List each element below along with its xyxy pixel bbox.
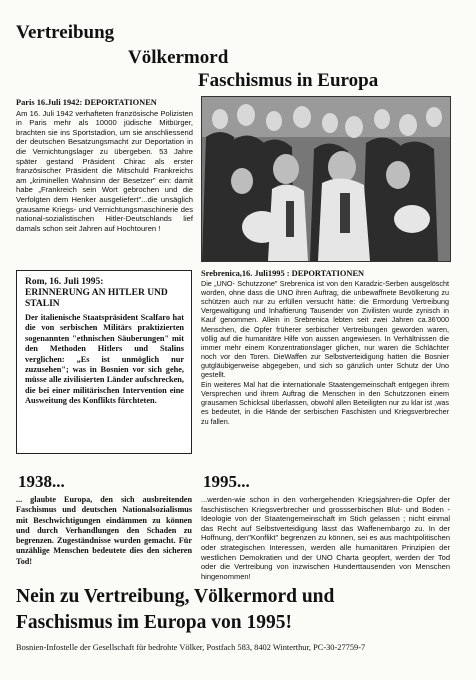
slogan — [16, 584, 466, 636]
slogan-line-1: Nein zu Vertreibung, Völkermord und — [16, 586, 335, 607]
headline-vertreibung: Vertreibung — [16, 22, 115, 43]
paris-heading: Paris 16.Juli 1942: DEPORTATIONEN — [16, 98, 157, 107]
paris-body: Am 16. Juli 1942 verhafteten französische Polizisten in Paris mehr als 10000 jüdische Mitbürger, brachten sie ins Sportstadion, um sie anschliessend der deutschen Besatzungsmacht zur Deportation in die Vernichtungslager zu übergeben. 53 Jahre später gestand Präsident Chirac als erster französischer Präsident die Mitschuld Frankreichs am „kriminellen Wahnsinn der Besetzer" ein: damit habe „Frankreich sein Wort gebrochen und die Verfolgten dem Henker ausgeliefert"...die unsäglich grausame Kriegs- und Vernichtungsmaschinerie des national-sozialistischen Hitler-Deutschlands lief damals schon seit Jahren auf Hochtouren ! — [16, 108, 193, 233]
rom-body: Der italienische Staatspräsident Scalfaro hat die von serbischen Militärs praktizierten sogenannten "ethnischen Säuberungen" mit den Methoden Hitlers und Stalins verglichen: „Es ist unmöglich nur zuzusehen"; was in Bosnien vor sich gehe, müsse alle zivilisierten Länder aufschrecken, die bei einer militärischen Intervention eine Ausweitung des Konflikts fürchteten. — [25, 313, 184, 406]
srebrenica-body-2: Ein weiteres Mal hat die internationale Staatengemeinschaft entgegen ihrem Versprechen und ihrem Auftrag die Menschen in den Schutzzonen einem grausamen Schicksal überlassen, obwohl allen Beteiligten nur zu klar ist ,was es bedeutet, in die Hände der serbischen Faschisten und Kriegsverbrecher zu fallen. — [201, 380, 449, 426]
crowd-photo-image — [202, 97, 450, 261]
srebrenica-body-1: Die „UNO- Schutzzone" Srebrenica ist von den Karadzic-Serben ausgelöscht worden, ohne dass die UNO ihren Auftrag, die unbewaffnete Bevölkerung zu schützen auch nur zu erfüllen versucht hätte: die Ermordung Vertreibung Vergewaltigung und Inhaftierung Tausender von Zivilisten wurde zynisch in Kauf genommen. Allein in Srebrenica lebten seit zwei Jahren ca.36'000 Menschen, die Opfer früherer serbischer Vertreibungen geworden waren, völlig auf die humanitäre Hilfe von aussen angewiesen. In Verhältnissen die immer mehr einem Konzentrationslager glichen, nur waren die Schlächter noch vor den Toren. DieWaffen zur Selbstverteidigung hatten die Bosnier gutgläubigerweise abgegeben, und sich so gänzlich unter Schutz der Uno gestellt. — [201, 279, 449, 380]
year-1938: 1938... — [18, 472, 65, 491]
text-1938: ... glaubte Europa, den sich ausbreitenden Faschismus und deutschen Nationalsozialismus mit Beschwichtigungen eindämmen zu können und durch Verhandlungen den Schaden zu begrenzen. Zugeständnisse wurden gemacht. Für unzählige Menschen bedeutete dies den sicheren Tod! — [16, 495, 192, 566]
rom-heading-title: ERINNERUNG AN HITLER UND STALIN — [25, 288, 168, 309]
year-1995: 1995... — [203, 472, 250, 491]
paris-article — [16, 98, 193, 233]
footer-contact: Bosnien-Infostelle der Gesellschaft für bedrohte Völker, Postfach 583, 8402 Winterthur, PC-30-27759-7 — [16, 643, 366, 652]
headline-faschismus: Faschismus in Europa — [198, 70, 379, 91]
deportation-photo — [201, 96, 451, 262]
slogan-line-2: Faschismus im Europa von 1995! — [16, 612, 292, 633]
rom-heading-date: Rom, 16. Juli 1995: — [25, 277, 104, 287]
srebrenica-heading: Srebrenica,16. Juli1995 : DEPORTATIONEN — [201, 269, 365, 278]
srebrenica-article — [201, 269, 449, 426]
text-1995: ...werden-wie schon in den vorhergehenden Kriegsjahren-die Opfer der faschistischen Kriegsverbrecher und grossserbischen Blut- und Boden -Ideologie von der Staatengemeinschaft im Stich gelassen ; nicht einmal das Recht auf Selbstverteidigung lässt das Waffenembargo zu. In der Hoffnung, den"Konflikt" begrenzen zu können, sei es aus machtpolitischen oder strategischen Interessen, werden alle humanitären Prinzipien der westlichen Demokratien und der UNO Charta geopfert, werden der Tod oder die Vertreibung von inzwischen Hunderttausenden von Menschen hingenommen! — [201, 495, 450, 581]
headline-voelkermord: Völkermord — [128, 47, 229, 68]
rom-box — [16, 270, 192, 454]
